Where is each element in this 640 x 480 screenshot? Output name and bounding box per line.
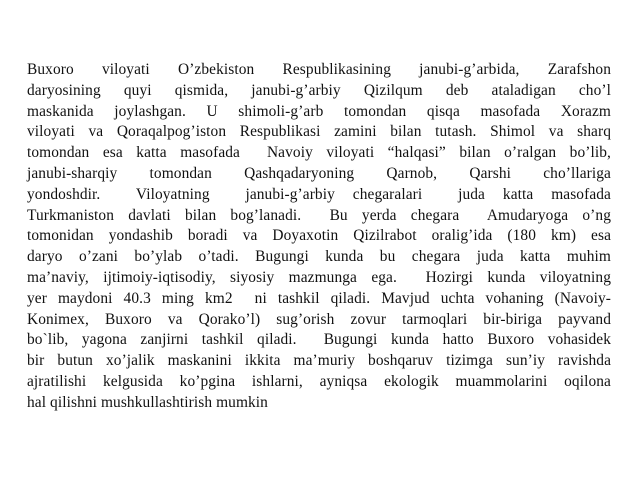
paragraph-line: yer maydoni 40.3 ming km2 ni tashkil qiladi. Mavjud uchta vohaning (Navoiy- (27, 289, 611, 307)
paragraph-line: bo`lib, yagona zanjirni tashkil qiladi. Bugungi kunda hatto Buxoro vohasidek (27, 331, 611, 349)
paragraph-line: daryo o’zani bo’ylab o’tadi. Bugungi kunda bu chegara juda katta muhim (27, 248, 611, 266)
paragraph-line: tomondan esa katta masofada Navoiy viloyati “halqasi” bilan o’ralgan bo’lib, (27, 144, 611, 162)
paragraph-line: tomonidan yondashib boradi va Doyaxotin Qizilrabot oralig’ida (180 km) esa (27, 227, 611, 245)
paragraph-line: hal qilishni mushkullashtirish mumkin (27, 393, 268, 411)
paragraph-line: Konimex, Buxoro va Qorako’l) sug’orish zovur tarmoqlari bir-biriga payvand (27, 310, 611, 328)
paragraph-line: Buxoro viloyati O’zbekiston Respublikasining janubi-g’arbida, Zarafshon (27, 61, 611, 78)
paragraph-line: bir butun xo’jalik maskanini ikkita ma’muriy boshqaruv tizimga sun’iy ravishda (27, 352, 611, 370)
paragraph-line: maskanida joylashgan. U shimoli-g’arb tomondan qisqa masofada Xorazm (27, 102, 611, 120)
paragraph-line: Turkmaniston davlati bilan bog’lanadi. Bu yerda chegara Amudaryoga o’ng (27, 206, 611, 224)
paragraph-line: ma’naviy, ijtimoiy-iqtisodiy, siyosiy mazmunga ega. Hozirgi kunda viloyatning (27, 268, 611, 286)
paragraph-line: janubi-sharqiy tomondan Qashqadaryoning Qarnob, Qarshi cho’llariga (27, 164, 611, 182)
paragraph-line: daryosining quyi qismida, janubi-g’arbiy Qizilqum deb ataladigan cho’l (27, 81, 611, 99)
paragraph-line: ajratilishi kelgusida ko’pgina ishlarni, ayniqsa ekologik muammolarini oqilona (27, 372, 611, 390)
paragraph-line: yondoshdir. Viloyatning janubi-g’arbiy chegaralari juda katta masofada (27, 185, 611, 203)
paragraph (27, 60, 611, 414)
paragraph-line: viloyati va Qoraqalpog’iston Respublikasi zamini bilan tutash. Shimol va sharq (27, 123, 611, 141)
